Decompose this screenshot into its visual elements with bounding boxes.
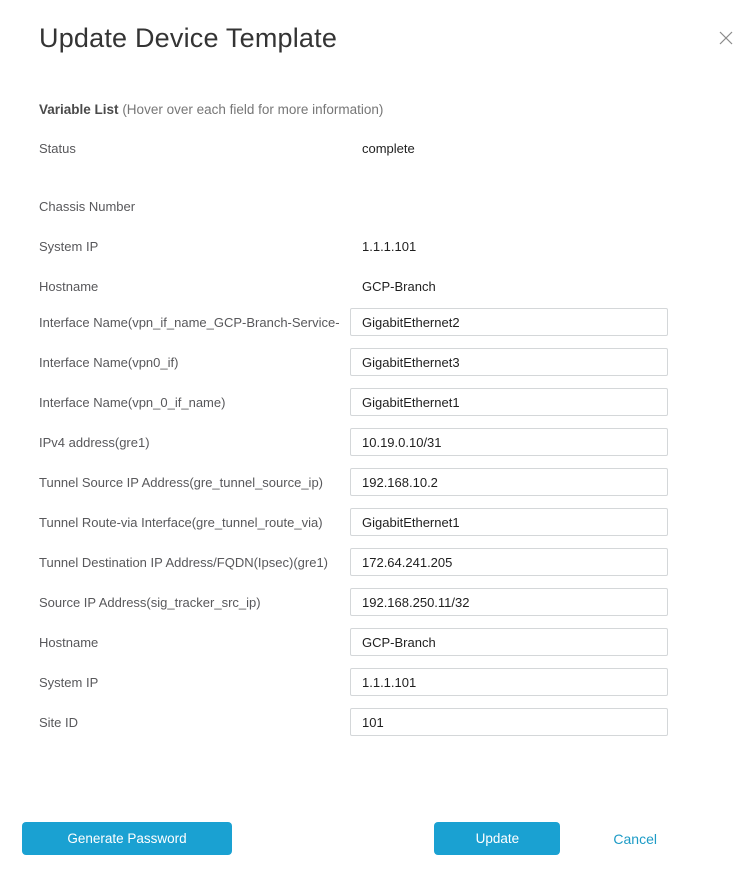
generate-password-button[interactable]: Generate Password: [22, 822, 232, 855]
field-label: System IP: [39, 674, 99, 690]
variable-list-heading: [39, 102, 752, 118]
source-ip-tracker-input[interactable]: [350, 588, 668, 616]
interface-name-vpn-0-if-name-input[interactable]: [350, 388, 668, 416]
tunnel-source-ip-input[interactable]: [350, 468, 668, 496]
ipv4-address-gre1-input[interactable]: [350, 428, 668, 456]
field-label: IPv4 address(gre1): [39, 434, 150, 450]
field-label: Chassis Number: [39, 198, 136, 214]
field-label: Hostname: [39, 278, 99, 294]
field-label: System IP: [39, 238, 99, 254]
field-label: Interface Name(vpn_if_name_GCP-Branch-Service-: [39, 314, 340, 330]
variable-list: [39, 138, 668, 736]
field-label: Status: [39, 140, 76, 156]
field-row-hostname-edit: [39, 628, 668, 656]
dialog-footer: [0, 822, 752, 855]
field-label: Hostname: [39, 634, 99, 650]
interface-name-vpn0-if-input[interactable]: [350, 348, 668, 376]
field-row-tunnel-route-via: [39, 508, 668, 536]
close-icon: [719, 31, 733, 45]
field-label: Interface Name(vpn_0_if_name): [39, 394, 226, 410]
update-button[interactable]: Update: [434, 822, 560, 855]
field-row-tunnel-destination-ip: [39, 548, 668, 576]
variable-list-hint: (Hover over each field for more information): [122, 102, 384, 117]
update-device-template-dialog: [0, 22, 752, 847]
field-value: GCP-Branch: [362, 278, 436, 294]
site-id-input[interactable]: [350, 708, 668, 736]
field-row-hostname: [39, 276, 668, 296]
close-button[interactable]: [714, 26, 738, 50]
field-row-system-ip: [39, 236, 668, 256]
field-value: complete: [362, 140, 415, 156]
hostname-input[interactable]: [350, 628, 668, 656]
cancel-button[interactable]: Cancel: [607, 830, 663, 848]
interface-name-service-input[interactable]: [350, 308, 668, 336]
field-row-interface-name-service: [39, 308, 668, 336]
tunnel-route-via-input[interactable]: [350, 508, 668, 536]
page-title: Update Device Template: [39, 23, 338, 53]
field-row-source-ip-tracker: [39, 588, 668, 616]
field-label: Tunnel Source IP Address(gre_tunnel_source_ip): [39, 474, 324, 490]
field-label: Tunnel Route-via Interface(gre_tunnel_route_via): [39, 514, 323, 530]
field-row-site-id: [39, 708, 668, 736]
field-label: Source IP Address(sig_tracker_src_ip): [39, 594, 261, 610]
field-row-status: [39, 138, 668, 158]
field-label: Tunnel Destination IP Address/FQDN(Ipsec)(gre1): [39, 554, 329, 570]
system-ip-input[interactable]: [350, 668, 668, 696]
field-row-system-ip-edit: [39, 668, 668, 696]
tunnel-destination-ip-input[interactable]: [350, 548, 668, 576]
field-row-interface-name-vpn-0-if-name: [39, 388, 668, 416]
field-row-interface-name-vpn0-if: [39, 348, 668, 376]
field-row-chassis-number: [39, 196, 668, 216]
field-label: Interface Name(vpn0_if): [39, 354, 179, 370]
field-row-ipv4-address-gre1: [39, 428, 668, 456]
field-value: 1.1.1.101: [362, 238, 417, 254]
variable-list-label: Variable List: [39, 102, 119, 117]
field-label: Site ID: [39, 714, 79, 730]
field-row-tunnel-source-ip: [39, 468, 668, 496]
